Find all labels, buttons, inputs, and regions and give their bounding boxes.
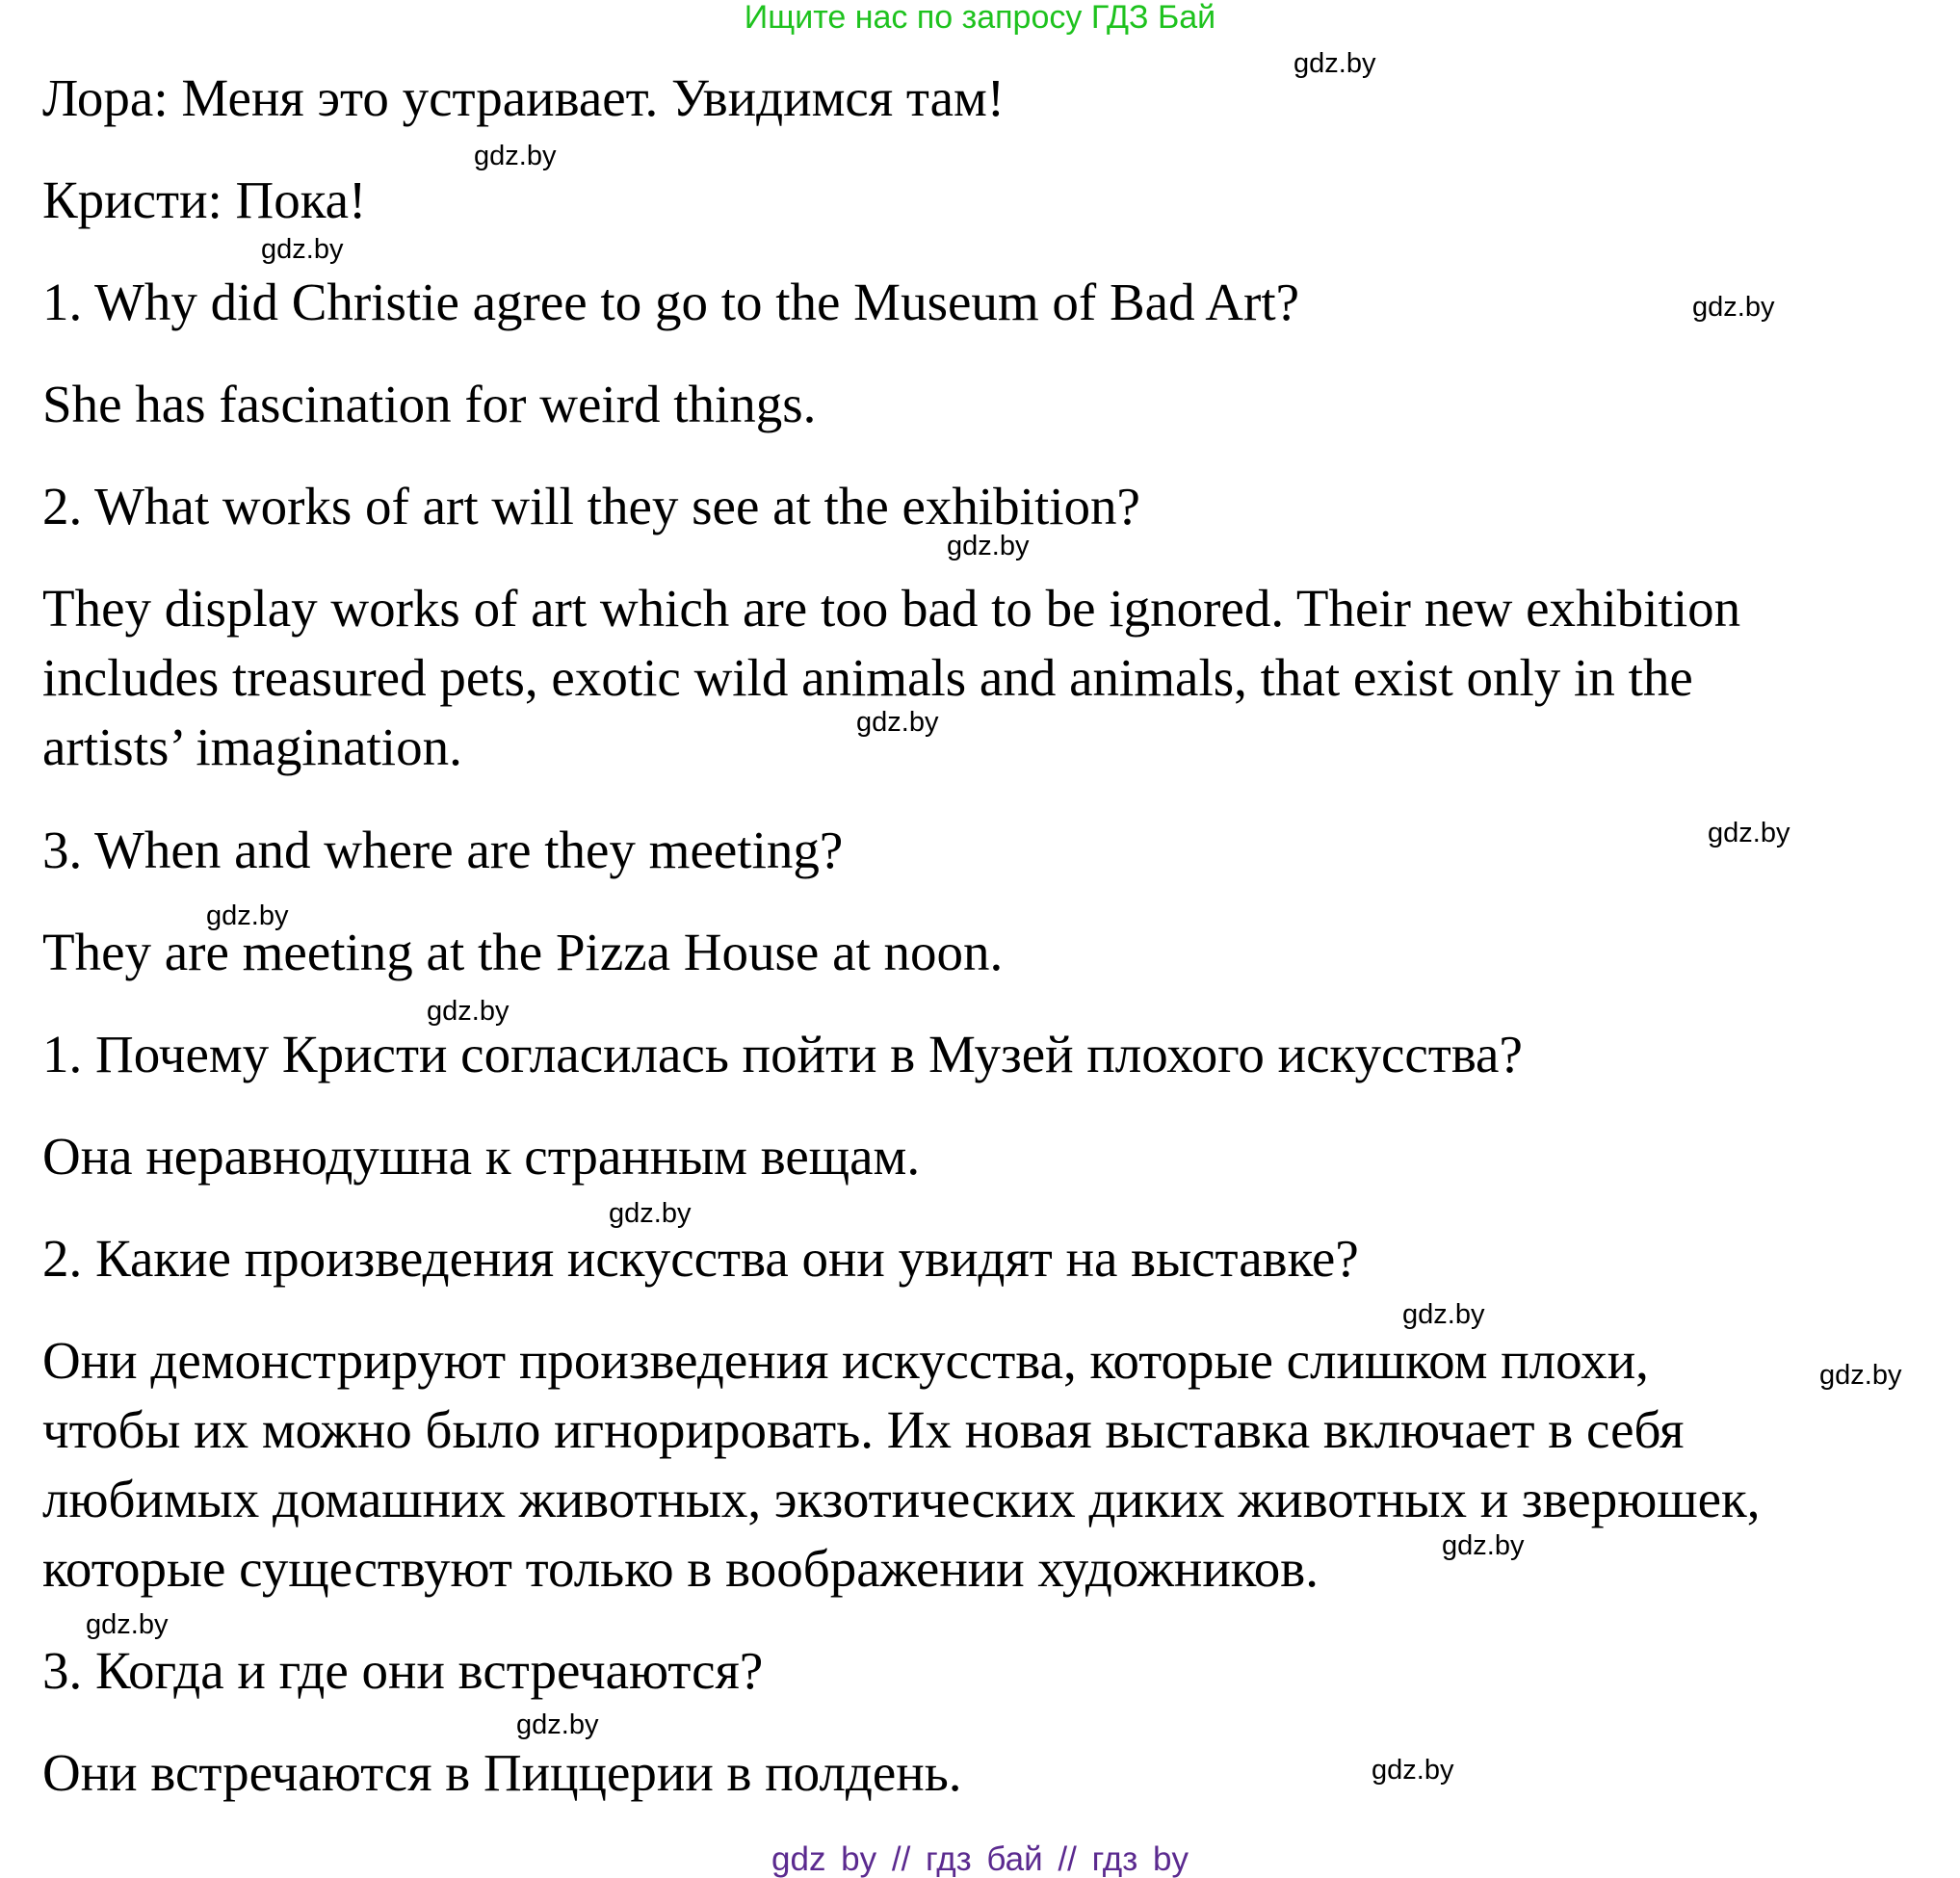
footer-links: gdz by // гдз бай // гдз by — [771, 1840, 1189, 1878]
watermark: gdz.by — [1708, 818, 1790, 848]
answer-en-1: She has fascination for weird things. — [42, 375, 817, 433]
dialogue-line-laura: Лора: Меня это устраивает. Увидимся там! — [42, 68, 1006, 127]
watermark: gdz.by — [1372, 1755, 1454, 1786]
question-en-1: 1. Why did Christie agree to go to the Museum of Bad Art? — [42, 273, 1300, 331]
watermark: gdz.by — [427, 996, 510, 1027]
answer-ru-2-line-2: чтобы их можно было игнорировать. Их новая выставка включает в себя — [42, 1400, 1685, 1459]
answer-ru-2-line-1: Они демонстрируют произведения искусства, которые слишком плохи, — [42, 1331, 1649, 1390]
watermark: gdz.by — [947, 531, 1030, 561]
answer-en-2-line-3: artists’ imagination. — [42, 717, 462, 776]
answer-ru-3: Они встречаются в Пиццерии в полдень. — [42, 1743, 962, 1802]
question-en-2: 2. What works of art will they see at the exhibition? — [42, 477, 1140, 535]
answer-en-2-line-2: includes treasured pets, exotic wild animals and animals, that exist only in the — [42, 648, 1693, 707]
watermark: gdz.by — [1442, 1530, 1525, 1561]
watermark: gdz.by — [1294, 48, 1376, 79]
watermark: gdz.by — [516, 1709, 599, 1740]
watermark: gdz.by — [261, 234, 344, 265]
question-ru-3: 3. Когда и где они встречаются? — [42, 1641, 764, 1700]
watermark: gdz.by — [1402, 1299, 1485, 1330]
answer-ru-2-line-4: которые существуют только в воображении художников. — [42, 1539, 1319, 1598]
site-banner: Ищите нас по запросу ГДЗ Бай — [744, 0, 1216, 36]
watermark: gdz.by — [1692, 292, 1775, 323]
answer-en-2-line-1: They display works of art which are too bad to be ignored. Their new exhibition — [42, 579, 1741, 638]
watermark: gdz.by — [1819, 1360, 1902, 1391]
watermark: gdz.by — [86, 1609, 169, 1640]
answer-ru-1: Она неравнодушна к странным вещам. — [42, 1127, 921, 1186]
watermark: gdz.by — [206, 900, 289, 931]
watermark: gdz.by — [856, 707, 939, 738]
dialogue-line-christie: Кристи: Пока! — [42, 170, 367, 229]
answer-en-3: They are meeting at the Pizza House at noon. — [42, 923, 1004, 981]
question-ru-1: 1. Почему Кристи согласилась пойти в Музей плохого искусства? — [42, 1025, 1523, 1083]
watermark: gdz.by — [609, 1198, 692, 1229]
watermark: gdz.by — [474, 141, 557, 171]
question-en-3: 3. When and where are they meeting? — [42, 821, 844, 879]
answer-ru-2-line-3: любимых домашних животных, экзотических диких животных и зверюшек, — [42, 1470, 1761, 1528]
question-ru-2: 2. Какие произведения искусства они увидят на выставке? — [42, 1229, 1359, 1288]
